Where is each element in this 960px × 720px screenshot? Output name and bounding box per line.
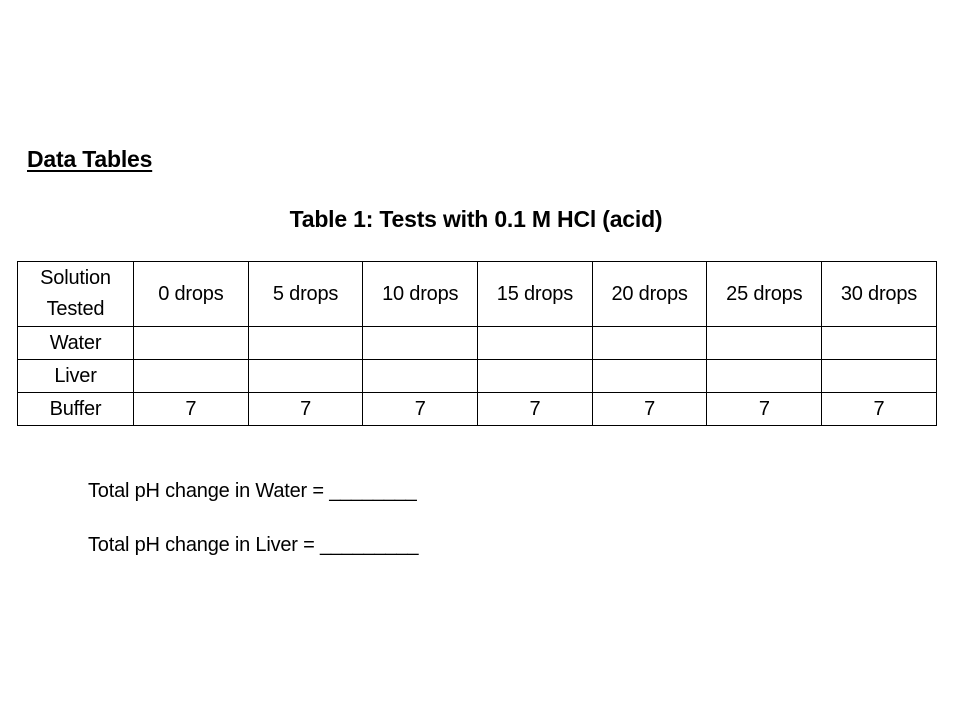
table-cell	[478, 360, 593, 393]
total-ph-change-liver: Total pH change in Liver = _________	[88, 534, 419, 556]
table-cell	[822, 327, 937, 360]
total-ph-change-water: Total pH change in Water = ________	[88, 480, 417, 502]
header-15-drops: 15 drops	[478, 262, 593, 327]
table-title: Table 1: Tests with 0.1 M HCl (acid)	[289, 206, 663, 232]
table-row-liver	[18, 360, 937, 393]
header-0-drops: 0 drops	[134, 262, 249, 327]
table-cell	[707, 360, 822, 393]
table-cell	[478, 327, 593, 360]
table-cell: 7	[478, 393, 593, 426]
header-30-drops: 30 drops	[822, 262, 937, 327]
table-cell	[363, 327, 478, 360]
table-cell: 7	[363, 393, 478, 426]
header-solution-line2: Tested	[46, 298, 105, 320]
table-cell	[592, 360, 707, 393]
row-label: Water	[18, 327, 134, 360]
table-cell	[248, 360, 363, 393]
table-cell: 7	[592, 393, 707, 426]
header-solution-line1: Solution	[40, 267, 111, 289]
table-cell	[134, 327, 249, 360]
table-header-row	[18, 262, 937, 327]
table-cell	[363, 360, 478, 393]
header-25-drops: 25 drops	[707, 262, 822, 327]
table-row-water	[18, 327, 937, 360]
row-label: Liver	[18, 360, 134, 393]
header-5-drops: 5 drops	[248, 262, 363, 327]
section-heading: Data Tables	[27, 146, 153, 172]
table-row-buffer	[18, 393, 937, 426]
table-cell: 7	[707, 393, 822, 426]
data-table	[17, 261, 937, 426]
table-cell	[822, 360, 937, 393]
row-label: Buffer	[18, 393, 134, 426]
header-solution-tested	[18, 262, 134, 327]
table-cell	[592, 327, 707, 360]
table-cell: 7	[248, 393, 363, 426]
header-10-drops: 10 drops	[363, 262, 478, 327]
header-20-drops: 20 drops	[592, 262, 707, 327]
table-cell	[248, 327, 363, 360]
table-cell	[134, 360, 249, 393]
table-cell: 7	[134, 393, 249, 426]
table-cell	[707, 327, 822, 360]
table-cell: 7	[822, 393, 937, 426]
